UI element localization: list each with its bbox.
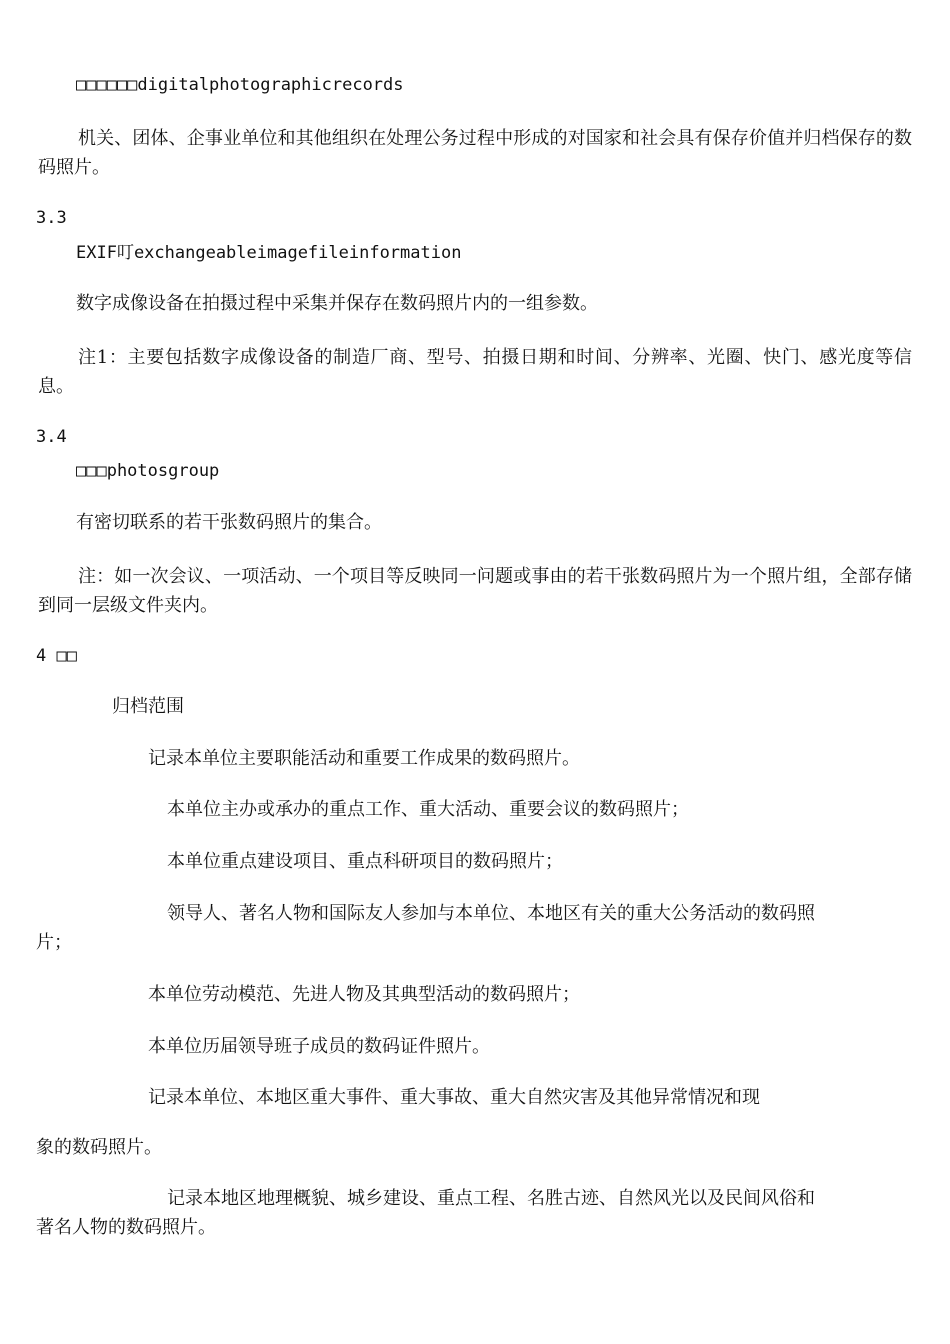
scope-item-geography: 记录本地区地理概貌、城乡建设、重点工程、名胜古迹、自然风光以及民间风俗和 (167, 1188, 815, 1209)
section-heading-4: 4 □□ (36, 646, 77, 666)
note-exif: 注1：主要包括数字成像设备的制造厂商、型号、拍摄日期和时间、分辨率、光圈、快门、感光度等信息。 (38, 347, 912, 397)
term-photos-group: □□□photosgroup (76, 461, 220, 481)
term-digital-photo-records: □□□□□□digitalphotographicrecords (76, 75, 404, 95)
scope-item-geography-continuation: 著名人物的数码照片。 (36, 1217, 216, 1238)
scope-item-leaders-continuation: 片； (36, 932, 72, 953)
definition-digital-photo-records: 机关、团体、企事业单位和其他组织在处理公务过程中形成的对国家和社会具有保存价值并归档保存的数码照片。 (38, 128, 912, 178)
scope-item-major-events: 记录本单位、本地区重大事件、重大事故、重大自然灾害及其他异常情况和现 (148, 1087, 760, 1108)
scope-item-leaders: 领导人、著名人物和国际友人参加与本单位、本地区有关的重大公务活动的数码照 (167, 903, 815, 924)
subheading-archiving-scope: 归档范围 (112, 696, 184, 717)
scope-item-key-work: 本单位主办或承办的重点工作、重大活动、重要会议的数码照片； (167, 799, 689, 820)
scope-item-key-projects: 本单位重点建设项目、重点科研项目的数码照片； (167, 851, 563, 872)
scope-item-leadership-id-photos: 本单位历届领导班子成员的数码证件照片。 (148, 1036, 490, 1057)
section-number-3-3: 3.3 (36, 208, 67, 228)
term-exif: EXIF叮exchangeableimagefileinformation (76, 243, 462, 263)
definition-exif: 数字成像设备在拍摄过程中采集并保存在数码照片内的一组参数。 (76, 293, 598, 314)
scope-item-model-workers: 本单位劳动模范、先进人物及其典型活动的数码照片； (148, 984, 580, 1005)
scope-item-main-functions: 记录本单位主要职能活动和重要工作成果的数码照片。 (148, 748, 580, 769)
note-photos-group: 注：如一次会议、一项活动、一个项目等反映同一问题或事由的若干张数码照片为一个照片组，全部存储到同一层级文件夹内。 (38, 566, 912, 616)
definition-photos-group: 有密切联系的若干张数码照片的集合。 (76, 512, 382, 533)
section-number-3-4: 3.4 (36, 427, 67, 447)
scope-item-major-events-continuation: 象的数码照片。 (36, 1137, 162, 1158)
